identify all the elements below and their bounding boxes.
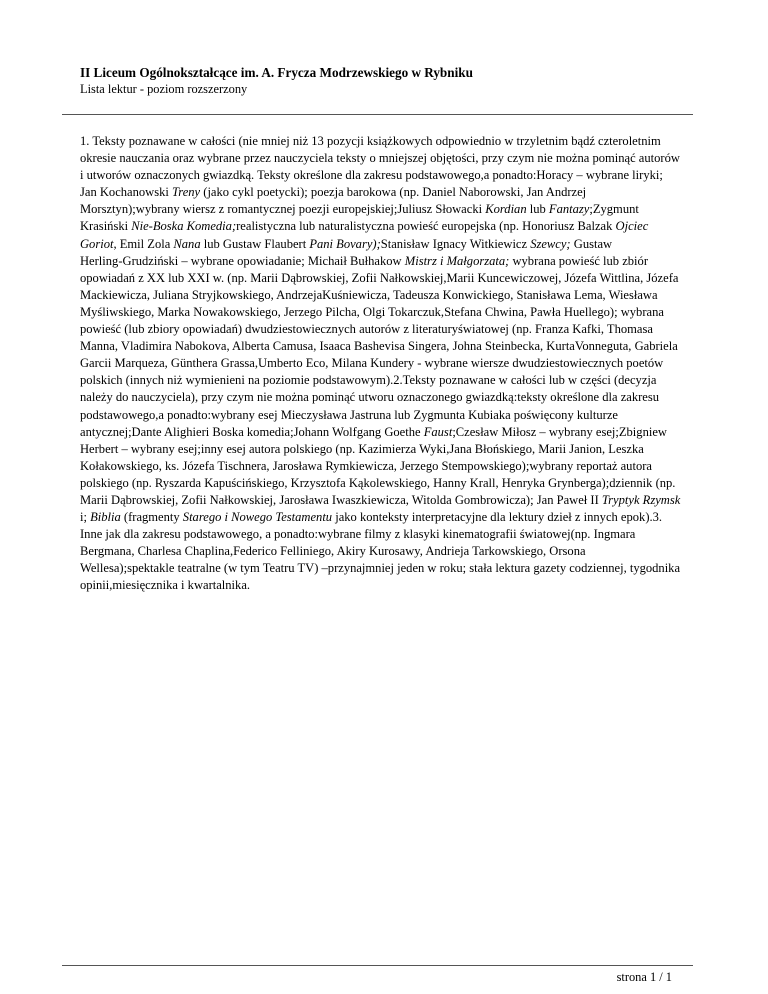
text-segment: Gustaw — [570, 236, 613, 251]
text-line — [80, 407, 693, 424]
text-segment: opowiadań z XX lub XXI w. (np. Marii Dąbrowskiej, Zofii Nałkowskiej,Marii Kuncewiczowej, Józefa Wittlina, Józefa — [80, 270, 679, 285]
italic-title-segment: Pani Bovary); — [309, 236, 381, 251]
text-segment: Herling-Grudziński – wybrane opowiadanie; Michaił Bułhakow — [80, 253, 405, 268]
text-line — [80, 236, 693, 253]
text-segment: opinii,miesięcznika i kwartalnika. — [80, 578, 251, 593]
text-segment: lub Gustaw Flaubert — [200, 236, 310, 251]
text-line — [80, 218, 693, 235]
text-segment: Garcii Marqueza, Günthera Grassa,Umberto Eco, Milana Kundery - wybrane wiersze dwudziestowiecznych poetów — [80, 356, 664, 371]
text-segment: , Emil Zola — [113, 236, 174, 251]
italic-title-segment: Szewcy; — [530, 236, 571, 251]
text-line — [80, 543, 693, 560]
text-line — [80, 338, 693, 355]
text-line — [80, 509, 693, 526]
text-line — [80, 270, 693, 287]
italic-title-segment: Kordian — [485, 202, 527, 217]
header-divider — [62, 114, 693, 115]
text-segment: Inne jak dla zakresu podstawowego, a ponadto:wybrane filmy z klasyki kinematografii światowej(np. Ingmara — [80, 527, 636, 542]
page-number: strona 1 / 1 — [616, 970, 672, 984]
text-segment: Kołakowskiego, ks. Józefa Tischnera, Jarosława Rymkiewicza, Jerzego Stempowskiego);wybrany reportaż autora — [80, 458, 652, 473]
text-segment: należy do nauczyciela), przy czym nie można pominąć utworu oznaczonego gwiazdką:teksty określone dla zakresu — [80, 390, 660, 405]
text-segment: Bergmana, Charlesa Chaplina,Federico Felliniego, Akiry Kurosawy, Andrieja Tarkowskiego, Orsona — [80, 544, 586, 559]
text-segment: i utworów oznaczonych gwiazdką. Teksty określone dla zakresu podstawowego,a ponadto:Horacy – wybrane liryki; — [80, 168, 663, 183]
text-segment: Jan Kochanowski — [80, 185, 172, 200]
text-segment: Manna, Vladimira Nabokova, Alberta Camusa, Isaaca Bashevisa Singera, Johna Steinbecka, KurtaVonneguta, Gabriela — [80, 339, 678, 354]
italic-title-segment: Tryptyk Rzymsk — [601, 492, 681, 507]
text-segment: ;Zygmunt — [589, 202, 639, 217]
text-line — [80, 458, 693, 475]
italic-title-segment: Fantazy — [548, 202, 590, 217]
text-line — [80, 526, 693, 543]
text-segment: i; — [80, 510, 91, 525]
text-segment: ;Czesław Miłosz – wybrany esej;Zbigniew — [452, 424, 667, 439]
text-segment: Mackiewicza, Juliana Stryjkowskiego, AndrzejaKuśniewicza, Tadeusza Konwickiego, Stanisława Lema, Wiesława — [80, 287, 658, 302]
text-line — [80, 389, 693, 406]
reading-list-text — [80, 133, 693, 595]
italic-title-segment: Biblia — [90, 510, 121, 525]
text-line — [80, 424, 693, 441]
text-line — [80, 167, 693, 184]
text-segment: (jako cykl poetycki); poezja barokowa (np. Daniel Naborowski, Jan Andrzej — [200, 185, 587, 200]
italic-title-segment: Nana — [173, 236, 201, 251]
text-segment: Wellesa);spektakle teatralne (w tym Teatru TV) –przynajmniej jeden w roku; stała lektura gazety codziennej, tygodnika — [80, 561, 681, 576]
text-line — [80, 253, 693, 270]
text-line — [80, 441, 693, 458]
text-segment: jako konteksty interpretacyjne dla lektury dzieł z innych epok).3. — [332, 510, 663, 525]
school-title: II Liceum Ogólnokształcące im. A. Frycza Modrzewskiego w Rybniku — [80, 65, 473, 80]
text-segment: okresie nauczania oraz wybrane przez nauczyciela teksty o mniejszej objętości, przy czym nie można pominąć autorów — [80, 151, 680, 166]
text-segment: Myśliwskiego, Marka Nowakowskiego, Jerzego Pilcha, Olgi Tokarczuk,Stefana Chwina, Pawła Huellego); wybrana — [80, 304, 664, 319]
text-line — [80, 577, 693, 594]
text-segment: antycznej;Dante Alighieri Boska komedia;Johann Wolfgang Goethe — [80, 424, 424, 439]
text-line — [80, 304, 693, 321]
list-subtitle: Lista lektur - poziom rozszerzony — [80, 82, 248, 96]
text-segment: polskich (innych niż wymienieni na poziomie podstawowym).2.Teksty poznawane w całości lub w części (decyzja — [80, 373, 657, 388]
text-segment: realistyczna lub naturalistyczna powieść europejska (np. Honoriusz Balzak — [236, 219, 616, 234]
italic-title-segment: Nie-Boska Komedia; — [131, 219, 237, 234]
document-header — [80, 64, 690, 98]
text-segment: 1. Teksty poznawane w całości (nie mniej niż 13 pozycji książkowych odpowiednio w trzyletnim bądź czteroletnim — [80, 134, 661, 148]
text-segment: Marii Dąbrowskiej, Zofii Nałkowskiej, Jarosława Iwaszkiewicza, Witolda Gombrowicza); Jan Paweł II — [80, 492, 602, 507]
text-line — [80, 372, 693, 389]
text-line — [80, 560, 693, 577]
text-segment: (fragmenty — [120, 510, 183, 525]
text-line — [80, 133, 693, 150]
footer-divider — [62, 965, 693, 966]
text-line — [80, 475, 693, 492]
italic-title-segment: Goriot — [80, 236, 114, 251]
text-segment: lub — [526, 202, 549, 217]
text-segment: polskiego (np. Ryszarda Kapuścińskiego, Krzysztofa Kąkolewskiego, Hanny Krall, Henryka Grynberga);dziennik (np. — [80, 475, 676, 490]
text-segment: Krasiński — [80, 219, 132, 234]
text-segment: Stanisław Ignacy Witkiewicz — [380, 236, 531, 251]
text-line — [80, 492, 693, 509]
text-segment: Morsztyn);wybrany wiersz z romantycznej poezji europejskiej;Juliusz Słowacki — [80, 202, 486, 217]
text-line — [80, 201, 693, 218]
italic-title-segment: Faust — [423, 424, 453, 439]
italic-title-segment: Ojciec — [615, 219, 649, 234]
italic-title-segment: Mistrz i Małgorzata; — [404, 253, 510, 268]
text-line — [80, 184, 693, 201]
text-line — [80, 150, 693, 167]
text-line — [80, 355, 693, 372]
text-line — [80, 287, 693, 304]
text-segment: wybrana powieść lub zbiór — [509, 253, 648, 268]
text-segment: Herbert – wybrany esej;inny esej autora polskiego (np. Kazimierza Wyki,Jana Błońskiego, Marii Janion, Leszka — [80, 441, 644, 456]
text-segment: powieść (lub zbiory opowiadań) dwudziestowiecznych autorów z literaturyświatowej (np. Franza Kafki, Thomasa — [80, 322, 653, 337]
text-segment: podstawowego,a ponadto:wybrany esej Mieczysława Jastruna lub Zygmunta Kubiaka poświęcony kulturze — [80, 407, 618, 422]
text-line — [80, 321, 693, 338]
italic-title-segment: Starego i Nowego Testamentu — [182, 510, 333, 525]
italic-title-segment: Treny — [172, 185, 201, 200]
